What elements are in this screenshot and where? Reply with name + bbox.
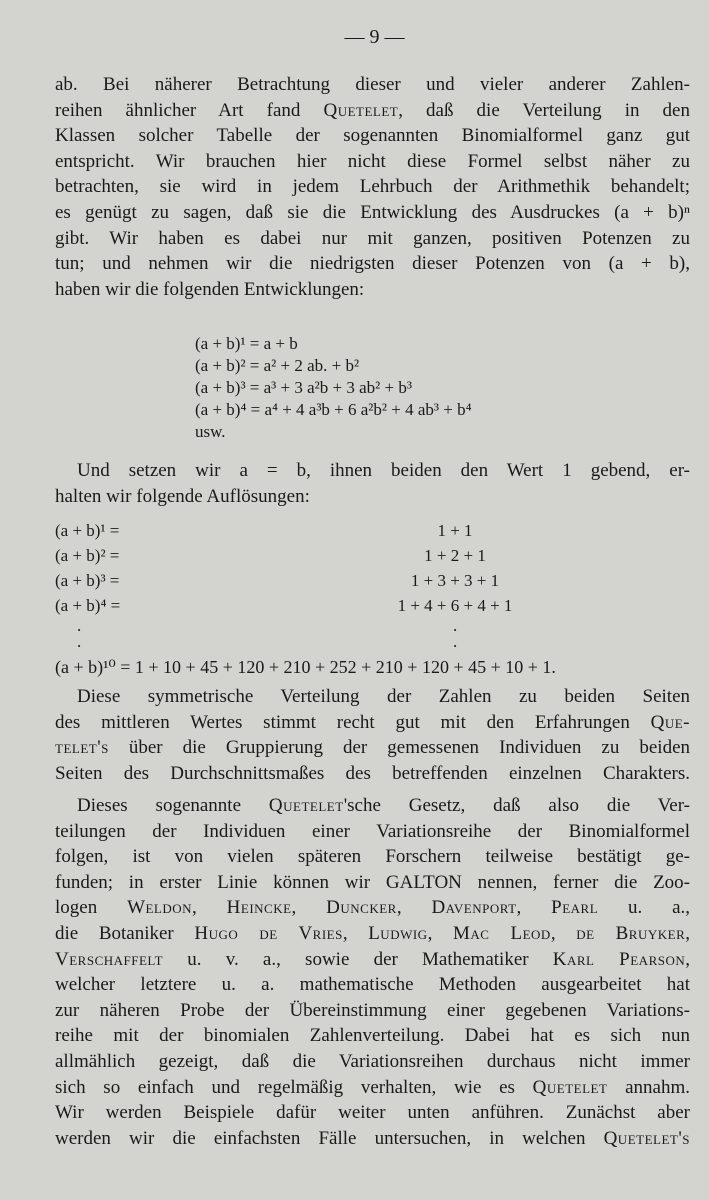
paragraph-4 — [55, 793, 690, 1151]
name-small-caps: Pearl — [551, 897, 599, 919]
text-line — [55, 484, 690, 510]
text-line — [55, 947, 690, 973]
text-segment: Klassen solcher Tabelle der sogenannten Binomialformel ganz gut — [55, 125, 690, 147]
ellipsis-dot: . — [77, 616, 82, 635]
coefficient-sum: 1 + 4 + 6 + 4 + 1 — [397, 596, 513, 615]
text-line — [55, 251, 690, 277]
text-line — [55, 710, 690, 736]
name-small-caps: de Bruyker — [576, 922, 686, 944]
text-segment: nennen, ferner die Zoo- — [461, 871, 690, 893]
ellipsis-dot: . — [77, 632, 82, 651]
text-segment: , — [342, 922, 369, 944]
text-segment: GALTON — [385, 871, 462, 893]
name-small-caps: Quetelet's — [603, 1127, 690, 1149]
text-line — [55, 174, 690, 200]
text-segment: , — [427, 922, 453, 944]
text-line — [55, 149, 690, 175]
text-line — [55, 1023, 690, 1049]
text-line — [55, 972, 690, 998]
text-line — [55, 844, 690, 870]
ellipsis-dot: . — [453, 632, 458, 651]
paragraph-1 — [55, 72, 690, 302]
text-segment: u. v. a., sowie der Mathematiker — [163, 948, 553, 970]
name-small-caps: Hugo de Vries — [194, 922, 343, 944]
text-segment: gibt. Wir haben es dabei nur mit ganzen, positiven Potenzen zu — [55, 227, 690, 249]
name-small-caps: Mac Leod — [452, 922, 551, 944]
formula-line: (a + b)² = a² + 2 ab. + b² — [195, 356, 360, 375]
binomial-expansions — [195, 333, 472, 443]
text-line — [55, 1126, 690, 1152]
coefficient-sum: 1 + 1 — [437, 521, 473, 540]
text-line — [55, 921, 690, 947]
name-small-caps: Weldon — [127, 897, 193, 919]
table-row — [55, 568, 695, 593]
name-small-caps: Quetelet — [268, 795, 344, 816]
tenth-power-expansion: (a + b)¹⁰ = 1 + 10 + 45 + 120 + 210 + 252 + 210 + 120 + 45 + 10 + 1. — [55, 657, 556, 677]
text-line — [55, 819, 690, 845]
binomial-coefficients-table — [55, 518, 695, 680]
text-line — [55, 895, 690, 921]
table-row — [55, 593, 695, 618]
text-segment: logen — [55, 897, 128, 919]
text-line — [55, 761, 690, 787]
text-segment: werden wir die einfachsten Fälle untersuchen, in welchen — [55, 1127, 604, 1149]
text-segment: zur näheren Probe der Übereinstimmung einer gegebenen Variations- — [55, 999, 690, 1021]
text-line — [55, 98, 690, 124]
text-segment: über die Gruppierung der gemessenen Individuen zu beiden — [108, 737, 690, 759]
text-segment: halten wir folgende Auflösungen: — [55, 485, 310, 507]
paragraph-3 — [55, 684, 690, 786]
power-label: (a + b)⁴ = — [55, 596, 121, 615]
text-segment: es genügt zu sagen, daß sie die Entwicklung des Ausdruckes (a + b)ⁿ — [55, 201, 690, 223]
text-segment: , — [192, 897, 227, 919]
name-small-caps: Ludwig — [368, 922, 428, 944]
ellipsis-row — [55, 634, 695, 650]
text-line — [55, 684, 690, 710]
text-line — [55, 123, 690, 149]
paragraph-2 — [55, 458, 690, 509]
text-line — [55, 735, 690, 761]
name-small-caps: Quetelet — [323, 99, 399, 121]
page-number: — 9 — — [344, 26, 405, 48]
name-small-caps: Verschaffelt — [55, 948, 164, 970]
text-segment: Seiten des Durchschnittsmaßes des betreffenden einzelnen Charakters. — [55, 762, 690, 784]
name-small-caps: Karl Pearson — [552, 948, 686, 970]
text-segment: Wir werden Beispiele dafür weiter unten anführen. Zunächst aber — [55, 1102, 690, 1124]
text-segment: entspricht. Wir brauchen hier nicht diese Formel selbst näher zu — [55, 150, 690, 172]
text-line — [55, 458, 690, 484]
text-segment: , — [516, 897, 552, 919]
text-segment: , — [291, 897, 327, 919]
power-label: (a + b)¹ = — [55, 521, 120, 540]
text-line — [55, 1049, 690, 1075]
text-segment: , — [396, 897, 432, 919]
text-segment: annahm. — [607, 1076, 690, 1098]
text-segment: Und setzen wir a = b, ihnen beiden den Wert 1 gebend, er- — [77, 460, 690, 481]
text-segment: , — [685, 948, 690, 970]
text-segment: funden; in erster Linie können wir — [55, 871, 386, 893]
text-line — [55, 277, 690, 303]
text-segment: die Botaniker — [55, 922, 195, 944]
text-segment: u. a., — [598, 897, 690, 919]
formula-line: (a + b)⁴ = a⁴ + 4 a³b + 6 a²b² + 4 ab³ + b⁴ — [195, 400, 472, 419]
table-row — [55, 543, 695, 568]
formula-line: (a + b)¹ = a + b — [195, 334, 298, 353]
name-small-caps: Davenport — [431, 897, 517, 919]
text-segment: Diese symmetrische Verteilung der Zahlen zu beiden Seiten — [77, 686, 690, 707]
coefficient-sum: 1 + 3 + 3 + 1 — [410, 571, 500, 590]
coefficient-sum: 1 + 2 + 1 — [424, 546, 486, 565]
ellipsis-dot: . — [453, 616, 458, 635]
formula-line: (a + b)³ = a³ + 3 a²b + 3 ab² + b³ — [195, 378, 412, 397]
name-small-caps: telet's — [55, 737, 109, 759]
text-segment: des mittleren Wertes stimmt recht gut mit den Erfahrungen — [55, 711, 651, 733]
text-line — [55, 998, 690, 1024]
power-label: (a + b)³ = — [55, 571, 120, 590]
formula-line: usw. — [195, 422, 226, 441]
text-segment: teilungen der Individuen einer Variationsreihe der Binomialformel — [55, 820, 690, 842]
text-segment: allmählich gezeigt, daß die Variationsreihen durchaus nicht immer — [55, 1050, 690, 1072]
text-segment: betrachten, sie wird in jedem Lehrbuch der Arithmethik behandelt; — [55, 176, 690, 198]
text-line — [55, 870, 690, 896]
text-line — [55, 226, 690, 252]
text-segment: welcher letztere u. a. mathematische Methoden ausgearbeitet hat — [55, 974, 690, 996]
text-line — [55, 1075, 690, 1101]
text-segment: , — [550, 922, 577, 944]
text-segment: tun; und nehmen wir die niedrigsten dieser Potenzen von (a + b), — [55, 253, 690, 275]
text-segment: ab. Bei näherer Betrachtung dieser und vieler anderer Zahlen- — [55, 74, 690, 95]
text-segment: , — [685, 922, 690, 944]
ellipsis-row — [55, 618, 695, 634]
text-line — [55, 793, 690, 819]
name-small-caps: Duncker — [326, 897, 397, 919]
text-line — [55, 200, 690, 226]
text-segment: , daß die Verteilung in den — [398, 99, 690, 121]
text-segment: Dieses sogenannte — [77, 795, 269, 816]
name-small-caps: Quetelet — [532, 1076, 608, 1098]
power-label: (a + b)² = — [55, 546, 120, 565]
text-line — [55, 1100, 690, 1126]
name-small-caps: Que- — [650, 711, 690, 733]
text-segment: reihe mit der binomialen Zahlenverteilung. Dabei hat es sich nun — [55, 1025, 690, 1047]
text-segment: sich so einfach und regelmäßig verhalten, wie es — [55, 1076, 533, 1098]
text-segment: folgen, ist von vielen späteren Forschern teilweise bestätigt ge- — [55, 846, 690, 868]
text-segment: haben wir die folgenden Entwicklungen: — [55, 278, 365, 300]
text-line — [55, 72, 690, 98]
text-segment: reihen ähnlicher Art fand — [55, 99, 324, 121]
text-segment: 'sche Gesetz, daß also die Ver- — [343, 795, 690, 816]
name-small-caps: Heincke — [226, 897, 292, 919]
table-row — [55, 518, 695, 543]
